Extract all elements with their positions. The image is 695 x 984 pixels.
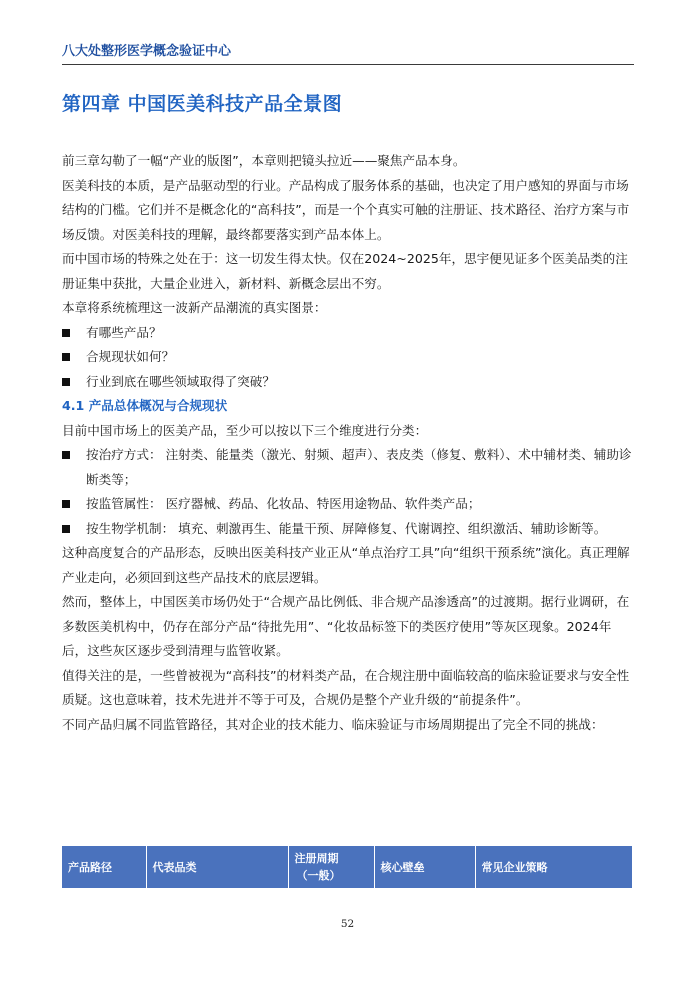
page-number: 52 <box>340 918 355 930</box>
body-content <box>62 149 634 737</box>
section-paragraph-5: 不同产品归属不同监管路径，其对企业的技术能力、临床验证与市场周期提出了完全不同的挑战： <box>62 716 604 732</box>
square-bullet-icon <box>62 525 70 533</box>
square-bullet-icon <box>62 500 70 508</box>
intro-paragraph-4: 本章将系统梳理这一波新产品潮流的真实图景： <box>62 300 327 315</box>
table-header-cell: 常见企业策略 <box>475 846 632 888</box>
intro-bullet-text: 有哪些产品？ <box>86 324 162 340</box>
section-paragraph-3: 然而，整体上，中国医美市场仍处于“合规产品比例低、非合规产品渗透高”的过渡期。据行业调研，在多数医美机构中，仍存在部分产品“待批先用”、“化妆品标签下的类医疗使用”等灰区现象。2024年后，这些灰区逐步受到清理与监管收紧。 <box>62 594 630 658</box>
square-bullet-icon <box>62 378 70 386</box>
classification-bullet <box>62 492 634 517</box>
section-paragraph-4: 值得关注的是，一些曾被视为“高科技”的材料类产品，在合规注册中面临较高的临床验证要求与安全性质疑。这也意味着，技术先进并不等于可及，合规仍是整个产业升级的“前提条件”。 <box>62 667 630 707</box>
classification-bullet-text: 按生物学机制： 填充、刺激再生、能量干预、屏障修复、代谢调控、组织激活、辅助诊断等。 <box>86 520 607 536</box>
square-bullet-icon <box>62 451 70 459</box>
classification-bullet <box>62 443 634 492</box>
running-header: 八大处整形医学概念验证中心 <box>62 40 634 65</box>
table-header-row <box>62 846 632 888</box>
section-heading: 4.1 产品总体概况与合规现状 <box>62 398 228 413</box>
regulatory-path-table <box>62 846 632 888</box>
classification-bullet-text: 按监管属性： 医疗器械、药品、化妆品、特医用途物品、软件类产品； <box>86 496 481 511</box>
table-header-cell: 核心壁垒 <box>374 846 475 888</box>
table-header-cell: 代表品类 <box>146 846 288 888</box>
chapter-title: 第四章 中国医美科技产品全景图 <box>62 93 343 115</box>
intro-bullet-text: 行业到底在哪些领域取得了突破？ <box>86 373 275 389</box>
section-paragraph-2: 这种高度复合的产品形态，反映出医美科技产业正从“单点治疗工具”向“组织干预系统”演化。真正理解产业走向，必须回到这些产品技术的底层逻辑。 <box>62 545 630 585</box>
square-bullet-icon <box>62 353 70 361</box>
classification-bullet-text: 按治疗方式： 注射类、能量类（激光、射频、超声）、表皮类（修复、敷料）、术中辅材类、辅助诊断类等； <box>86 447 632 487</box>
square-bullet-icon <box>62 329 70 337</box>
intro-bullet <box>62 345 634 370</box>
classification-bullet <box>62 517 634 542</box>
intro-paragraph-1: 前三章勾勒了一幅“产业的版图”，本章则把镜头拉近——聚焦产品本身。 <box>62 153 466 168</box>
intro-paragraph-2: 医美科技的本质，是产品驱动型的行业。产品构成了服务体系的基础，也决定了用户感知的界面与市场结构的门槛。它们并不是概念化的“高科技”，而是一个个真实可触的注册证、技术路径、治疗方案与市场反馈。对医美科技的理解，最终都要落实到产品本体上。 <box>62 177 630 242</box>
intro-bullet-text: 合规现状如何？ <box>86 349 175 364</box>
table-header-cell: 产品路径 <box>62 846 146 888</box>
intro-paragraph-3: 而中国市场的特殊之处在于：这一切发生得太快。仅在2024~2025年，思宇便见证多个医美品类的注册证集中获批，大量企业进入，新材料、新概念层出不穷。 <box>62 251 628 291</box>
table-header-cell: 注册周期 （一般） <box>288 846 374 888</box>
intro-bullet <box>62 321 634 346</box>
intro-bullet <box>62 370 634 395</box>
section-paragraph-1: 目前中国市场上的医美产品，至少可以按以下三个维度进行分类： <box>62 422 428 438</box>
